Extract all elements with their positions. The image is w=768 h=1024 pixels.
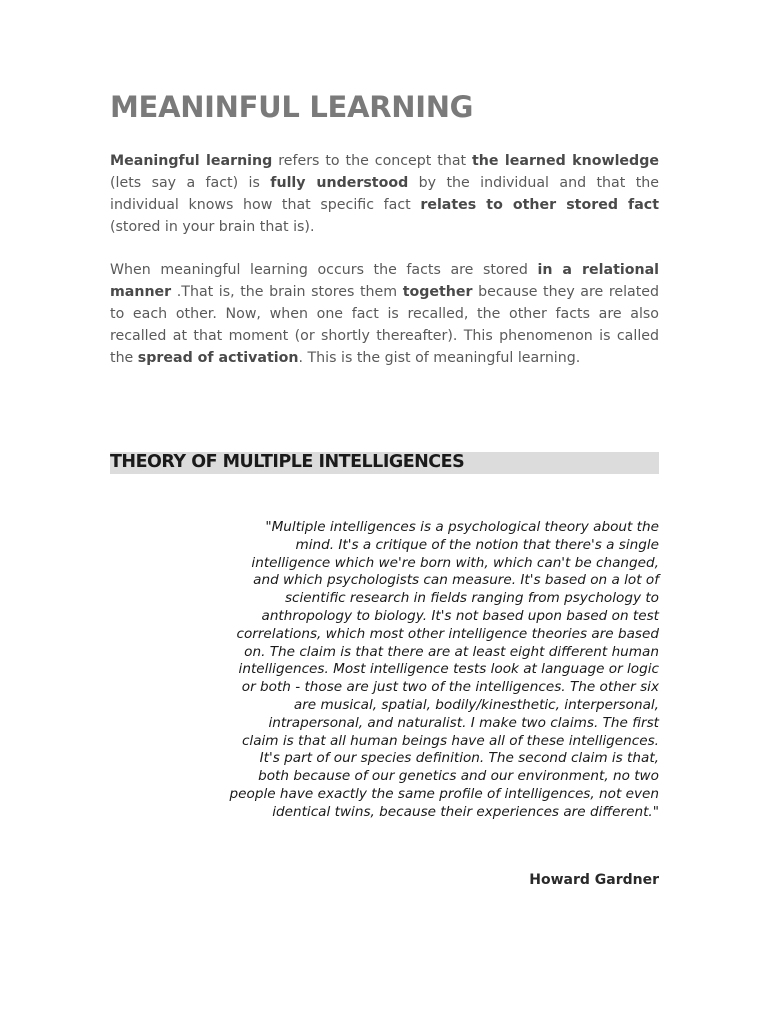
bold-text: in a relational manner (110, 262, 660, 300)
body-text: When meaningful learning occurs the facts are stored (110, 262, 538, 278)
body-text: by the individual and that the individual knows how that specific fact (110, 175, 659, 213)
bold-text: Meaningful learning (110, 153, 273, 169)
relational-storage-paragraph (110, 259, 659, 369)
body-text: . This is the gist of meaningful learning. (298, 350, 581, 366)
bold-text: together (402, 284, 473, 300)
bold-text: spread of activation (137, 350, 299, 366)
bold-text: the learned knowledge (472, 153, 659, 169)
bold-text: fully understood (270, 175, 409, 191)
section-heading: THEORY OF MULTIPLE INTELLIGENCES (110, 452, 465, 472)
meaningful-learning-paragraph (110, 150, 659, 238)
body-text: because they are related to each other. Now, when one fact is recalled, the other facts are also recalled at that moment (or shortly thereafter). This phenomenon is called the (110, 284, 660, 366)
body-text: .That is, the brain stores them (171, 284, 403, 300)
body-text: (lets say a fact) is (110, 175, 271, 191)
bold-text: relates to other stored fact (420, 197, 659, 213)
body-text: refers to the concept that (272, 153, 473, 169)
gardner-quote: "Multiple intelligences is a psychological theory about the mind. It's a critique of the notion that there's a single intelligence which we're born with, which can't be changed, and which psychologists can measure. It's based on a lot of scientific research in fields ranging from psychology to anthropology to biology. It's not based upon based on test correlations, which most other intelligence theories are based on. The claim is that there are at least eight different human intelligences. Most intelligence tests look at language or logic or both - those are just two of the intelligences. The other six are musical, spatial, bodily/kinesthetic, interpersonal, intrapersonal, and naturalist. I make two claims. The first claim is that all human beings have all of these intelligences. It's part of our species definition. The second claim is that, both because of our genetics and our environment, no two people have exactly the same profile of intelligences, not even identical twins, because their experiences are different." (229, 519, 659, 820)
document-title: MEANINFUL LEARNING (110, 90, 474, 124)
body-text: (stored in your brain that is). (110, 219, 315, 235)
quote-author: Howard Gardner (529, 872, 659, 888)
